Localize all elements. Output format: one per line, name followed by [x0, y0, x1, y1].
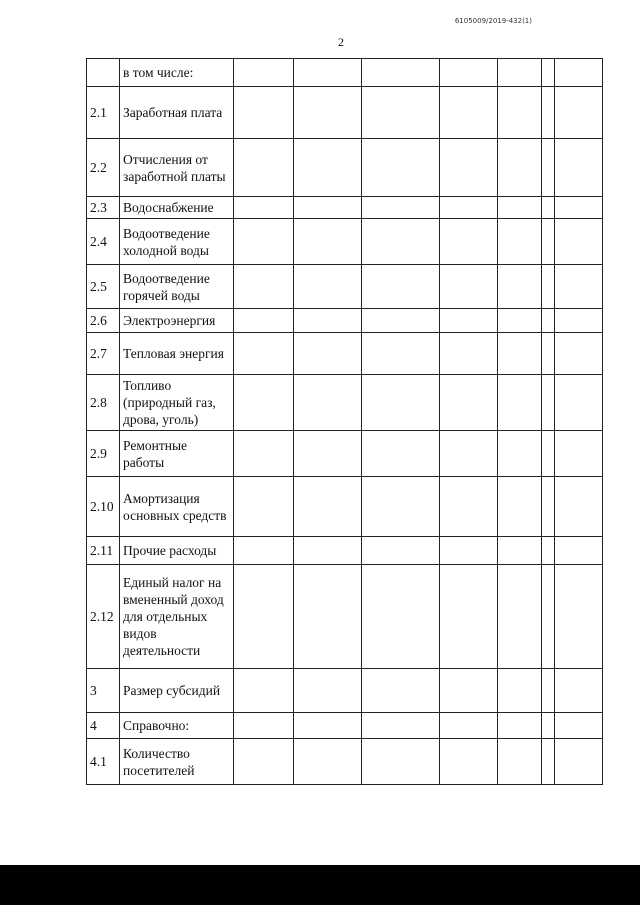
empty-cell: [234, 139, 294, 197]
empty-cell: [362, 713, 440, 739]
empty-cell: [294, 565, 362, 669]
empty-cell: [362, 309, 440, 333]
empty-cell: [362, 739, 440, 785]
empty-cell: [362, 565, 440, 669]
row-label: Топливо (природный газ, дрова, уголь): [120, 375, 234, 431]
empty-cell: [294, 197, 362, 219]
empty-cell: [498, 219, 542, 265]
empty-cell: [362, 375, 440, 431]
empty-cell: [234, 739, 294, 785]
row-label: Заработная плата: [120, 87, 234, 139]
row-label: Отчисления от заработной платы: [120, 139, 234, 197]
row-number: 2.12: [87, 565, 120, 669]
empty-cell: [555, 477, 603, 537]
empty-cell: [362, 87, 440, 139]
empty-cell: [498, 265, 542, 309]
empty-cell: [362, 219, 440, 265]
table-row: [87, 265, 603, 309]
row-label: Электроэнергия: [120, 309, 234, 333]
empty-cell: [294, 139, 362, 197]
table-row: [87, 87, 603, 139]
empty-cell: [362, 197, 440, 219]
empty-cell: [234, 477, 294, 537]
empty-cell: [542, 59, 555, 87]
empty-cell: [234, 565, 294, 669]
row-label: Справочно:: [120, 713, 234, 739]
row-number: 2.10: [87, 477, 120, 537]
row-label: Размер субсидий: [120, 669, 234, 713]
empty-cell: [440, 537, 498, 565]
empty-cell: [440, 669, 498, 713]
empty-cell: [555, 139, 603, 197]
row-number: [87, 59, 120, 87]
row-number: 4.1: [87, 739, 120, 785]
empty-cell: [440, 59, 498, 87]
empty-cell: [440, 477, 498, 537]
row-number: 4: [87, 713, 120, 739]
empty-cell: [294, 669, 362, 713]
empty-cell: [542, 139, 555, 197]
empty-cell: [498, 739, 542, 785]
empty-cell: [234, 537, 294, 565]
table-row: [87, 219, 603, 265]
row-label: Водоотведение горячей воды: [120, 265, 234, 309]
empty-cell: [542, 669, 555, 713]
empty-cell: [555, 713, 603, 739]
empty-cell: [498, 669, 542, 713]
row-label: Единый налог на вмененный доход для отдельных видов деятельности: [120, 565, 234, 669]
empty-cell: [498, 309, 542, 333]
empty-cell: [234, 375, 294, 431]
empty-cell: [362, 477, 440, 537]
table-row: [87, 477, 603, 537]
empty-cell: [234, 265, 294, 309]
row-number: 2.4: [87, 219, 120, 265]
table-row: [87, 713, 603, 739]
empty-cell: [234, 197, 294, 219]
empty-cell: [555, 565, 603, 669]
empty-cell: [440, 739, 498, 785]
empty-cell: [542, 713, 555, 739]
empty-cell: [294, 537, 362, 565]
empty-cell: [555, 333, 603, 375]
empty-cell: [555, 375, 603, 431]
row-label: Водоотведение холодной воды: [120, 219, 234, 265]
empty-cell: [294, 713, 362, 739]
empty-cell: [542, 477, 555, 537]
empty-cell: [362, 537, 440, 565]
empty-cell: [234, 59, 294, 87]
empty-cell: [542, 87, 555, 139]
empty-cell: [440, 197, 498, 219]
empty-cell: [498, 713, 542, 739]
empty-cell: [362, 265, 440, 309]
empty-cell: [542, 309, 555, 333]
row-number: 2.2: [87, 139, 120, 197]
empty-cell: [555, 431, 603, 477]
empty-cell: [294, 375, 362, 431]
empty-cell: [542, 265, 555, 309]
empty-cell: [234, 431, 294, 477]
empty-cell: [234, 219, 294, 265]
empty-cell: [294, 219, 362, 265]
empty-cell: [555, 537, 603, 565]
empty-cell: [294, 59, 362, 87]
table-row: [87, 537, 603, 565]
empty-cell: [498, 333, 542, 375]
row-label: Ремонтные работы: [120, 431, 234, 477]
empty-cell: [294, 477, 362, 537]
row-label: Амортизация основных средств: [120, 477, 234, 537]
table-row: [87, 59, 603, 87]
row-number: 2.1: [87, 87, 120, 139]
row-number: 2.11: [87, 537, 120, 565]
table-row: [87, 669, 603, 713]
table-row: [87, 139, 603, 197]
empty-cell: [498, 59, 542, 87]
empty-cell: [294, 739, 362, 785]
empty-cell: [498, 87, 542, 139]
empty-cell: [440, 139, 498, 197]
empty-cell: [440, 309, 498, 333]
row-number: 2.5: [87, 265, 120, 309]
empty-cell: [498, 375, 542, 431]
empty-cell: [498, 197, 542, 219]
empty-cell: [234, 669, 294, 713]
empty-cell: [440, 431, 498, 477]
row-label: Прочие расходы: [120, 537, 234, 565]
empty-cell: [440, 87, 498, 139]
empty-cell: [542, 565, 555, 669]
empty-cell: [498, 565, 542, 669]
row-number: 2.6: [87, 309, 120, 333]
row-label: в том числе:: [120, 59, 234, 87]
table-row: [87, 565, 603, 669]
empty-cell: [542, 197, 555, 219]
empty-cell: [498, 477, 542, 537]
document-id: 6105009/2019-432(1): [454, 17, 532, 25]
empty-cell: [542, 333, 555, 375]
table-row: [87, 197, 603, 219]
table-row: [87, 309, 603, 333]
empty-cell: [498, 139, 542, 197]
empty-cell: [555, 59, 603, 87]
empty-cell: [362, 431, 440, 477]
empty-cell: [362, 669, 440, 713]
empty-cell: [294, 309, 362, 333]
empty-cell: [542, 739, 555, 785]
empty-cell: [555, 669, 603, 713]
empty-cell: [234, 713, 294, 739]
empty-cell: [440, 265, 498, 309]
empty-cell: [234, 87, 294, 139]
empty-cell: [234, 309, 294, 333]
row-number: 2.8: [87, 375, 120, 431]
empty-cell: [294, 265, 362, 309]
empty-cell: [440, 565, 498, 669]
empty-cell: [542, 431, 555, 477]
empty-cell: [362, 333, 440, 375]
row-number: 2.9: [87, 431, 120, 477]
empty-cell: [440, 333, 498, 375]
empty-cell: [542, 537, 555, 565]
row-label: Количество посетителей: [120, 739, 234, 785]
empty-cell: [362, 59, 440, 87]
empty-cell: [555, 87, 603, 139]
data-table: [86, 58, 603, 785]
empty-cell: [294, 333, 362, 375]
empty-cell: [542, 219, 555, 265]
table-row: [87, 333, 603, 375]
scan-border: [0, 865, 640, 905]
empty-cell: [234, 333, 294, 375]
table-row: [87, 375, 603, 431]
row-number: 2.3: [87, 197, 120, 219]
empty-cell: [555, 265, 603, 309]
empty-cell: [498, 431, 542, 477]
empty-cell: [555, 219, 603, 265]
empty-cell: [542, 375, 555, 431]
empty-cell: [440, 375, 498, 431]
empty-cell: [362, 139, 440, 197]
table-row: [87, 739, 603, 785]
empty-cell: [440, 713, 498, 739]
row-number: 3: [87, 669, 120, 713]
empty-cell: [440, 219, 498, 265]
page-number: 2: [338, 35, 344, 49]
table-row: [87, 431, 603, 477]
empty-cell: [294, 87, 362, 139]
empty-cell: [555, 739, 603, 785]
empty-cell: [555, 309, 603, 333]
row-label: Тепловая энергия: [120, 333, 234, 375]
empty-cell: [498, 537, 542, 565]
row-number: 2.7: [87, 333, 120, 375]
empty-cell: [555, 197, 603, 219]
empty-cell: [294, 431, 362, 477]
row-label: Водоснабжение: [120, 197, 234, 219]
